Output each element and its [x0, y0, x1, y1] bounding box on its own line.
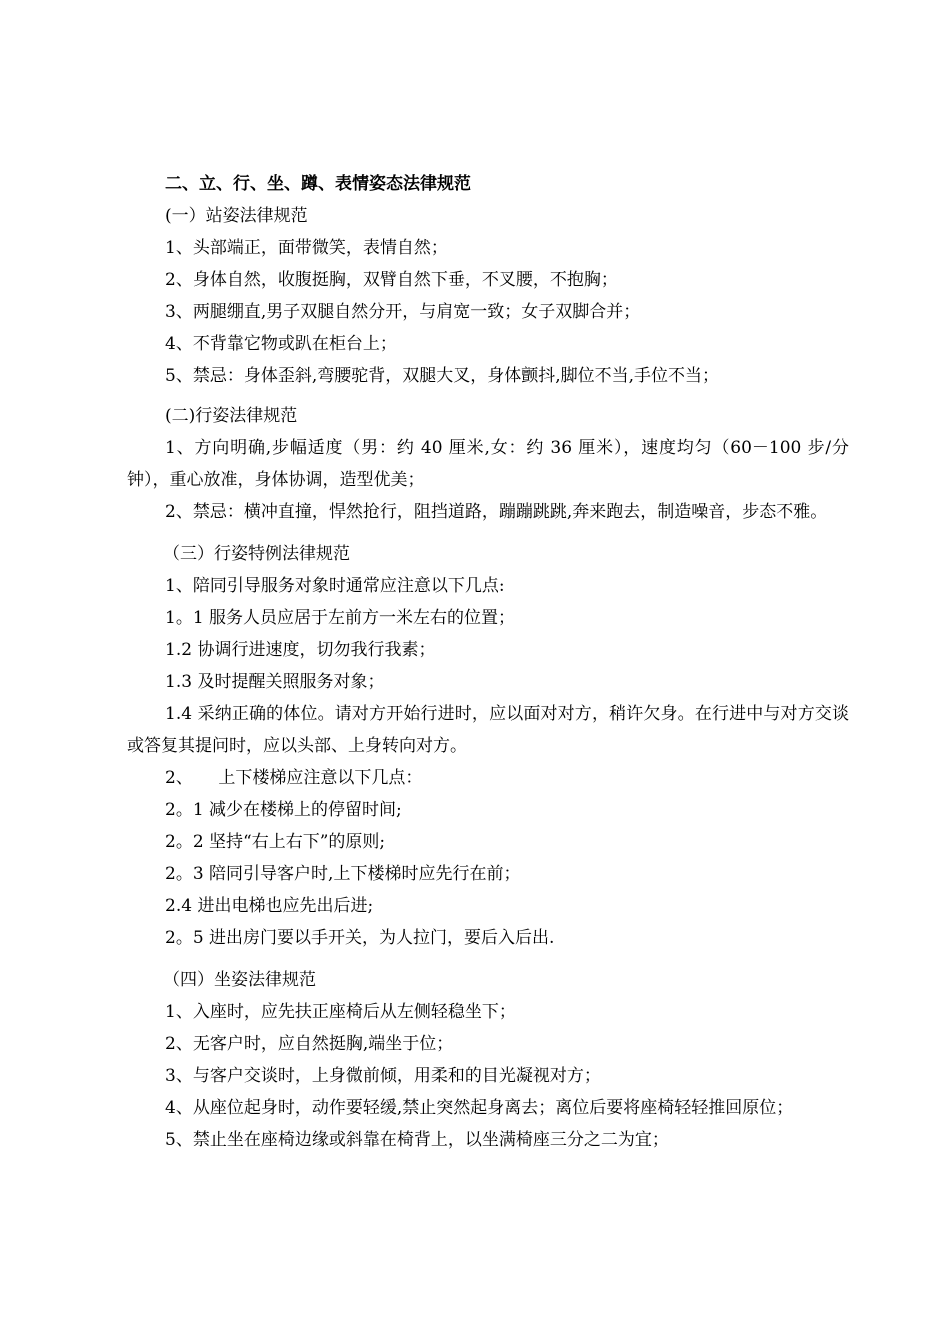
paragraph: 1、陪同引导服务对象时通常应注意以下几点:	[165, 576, 505, 596]
paragraph: 2、 上下楼梯应注意以下几点：	[165, 768, 423, 788]
paragraph: 1、入座时，应先扶正座椅后从左侧轻稳坐下；	[165, 1002, 516, 1022]
paragraph: 4、不背靠它物或趴在柜台上；	[165, 334, 397, 354]
document-body	[127, 168, 849, 1156]
paragraph: 3、与客户交谈时，上身微前倾，用柔和的目光凝视对方；	[165, 1066, 601, 1086]
heading-walking: (二)行姿法律规范	[165, 406, 298, 426]
heading-sitting: （四）坐姿法律规范	[163, 970, 316, 990]
paragraph: 2、禁忌：横冲直撞，悍然抢行，阻挡道路，蹦蹦跳跳,奔来跑去，制造噪音，步态不雅。	[165, 502, 828, 522]
paragraph: 1、头部端正，面带微笑，表情自然；	[165, 238, 448, 258]
paragraph: 2.4 进出电梯也应先出后进;	[165, 896, 374, 916]
paragraph: 1、方向明确,步幅适度（男：约 40 厘米,女：约 36 厘米），速度均匀（60－100 步/分钟），重心放准，身体协调，造型优美；	[127, 438, 849, 490]
paragraph: 2、无客户时，应自然挺胸,端坐于位；	[165, 1034, 454, 1054]
paragraph: 5、禁忌：身体歪斜,弯腰驼背，双腿大叉，身体颤抖,脚位不当,手位不当；	[165, 366, 720, 386]
paragraph: 1.3 及时提醒关照服务对象；	[165, 672, 385, 692]
paragraph: 2、身体自然，收腹挺胸，双臂自然下垂，不叉腰，不抱胸；	[165, 270, 618, 290]
paragraph: 2。1 减少在楼梯上的停留时间;	[165, 800, 402, 820]
paragraph: 4、从座位起身时，动作要轻缓,禁止突然起身离去；离位后要将座椅轻轻推回原位；	[165, 1098, 794, 1118]
paragraph: 3、两腿绷直,男子双腿自然分开，与肩宽一致；女子双脚合并；	[165, 302, 641, 322]
paragraph: 1。1 服务人员应居于左前方一米左右的位置；	[165, 608, 516, 628]
heading-standing: (一）站姿法律规范	[165, 206, 308, 226]
paragraph: 1.4 采纳正确的体位。请对方开始行进时，应以面对对方，稍许欠身。在行进中与对方交谈或答复其提问时，应以头部、上身转向对方。	[127, 704, 849, 756]
paragraph: 2。2 坚持“右上右下”的原则;	[165, 832, 386, 852]
section-title: 二、立、行、坐、蹲、表情姿态法律规范	[165, 174, 471, 194]
paragraph: 2。5 进出房门要以手开关，为人拉门，要后入后出.	[165, 928, 555, 948]
heading-walking-special: （三）行姿特例法律规范	[163, 544, 350, 564]
paragraph: 1.2 协调行进速度，切勿我行我素；	[165, 640, 436, 660]
paragraph: 2。3 陪同引导客户时,上下楼梯时应先行在前；	[165, 864, 521, 884]
paragraph: 5、禁止坐在座椅边缘或斜靠在椅背上，以坐满椅座三分之二为宜；	[165, 1130, 669, 1150]
